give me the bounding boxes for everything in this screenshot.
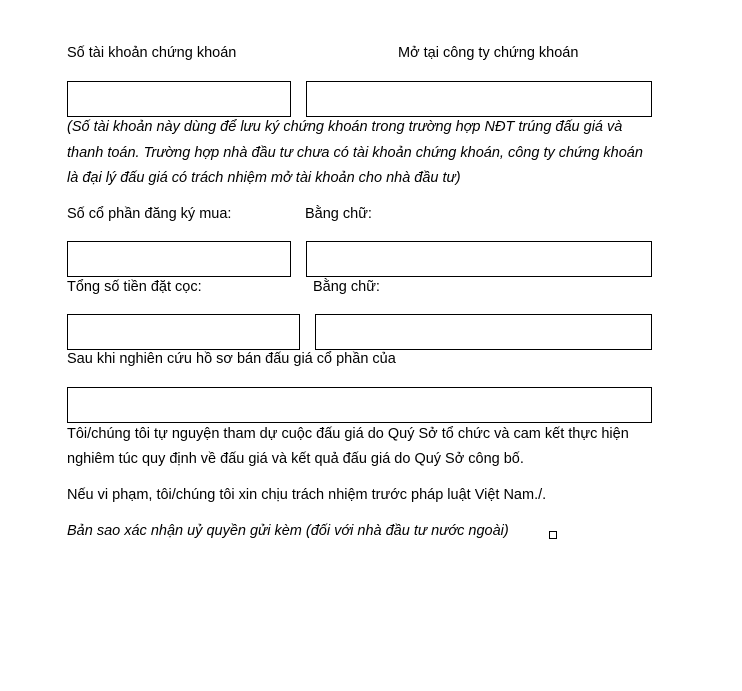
commitment-line-1: Tôi/chúng tôi tự nguyện tham dự cuộc đấu giá do Quý Sở tổ chức và cam kết thực hiện bbox=[67, 426, 629, 442]
deposit-label: Tổng số tiền đặt cọc: bbox=[67, 279, 202, 295]
deposit-input[interactable] bbox=[68, 315, 299, 349]
shares-field[interactable] bbox=[67, 241, 291, 277]
opened-at-label: Mở tại công ty chứng khoán bbox=[398, 45, 579, 61]
shares-label: Số cổ phần đăng ký mua: bbox=[67, 206, 232, 222]
deposit-words-input[interactable] bbox=[316, 315, 651, 349]
deposit-words-field[interactable] bbox=[315, 314, 652, 350]
account-number-label: Số tài khoản chứng khoán bbox=[67, 45, 237, 61]
account-note-line-1: (Số tài khoản này dùng để lưu ký chứng khoán trong trường hợp NĐT trúng đấu giá và bbox=[67, 119, 623, 135]
liability-statement: Nếu vi phạm, tôi/chúng tôi xin chịu trách nhiệm trước pháp luật Việt Nam./. bbox=[67, 487, 547, 503]
opened-at-input[interactable] bbox=[307, 82, 651, 116]
deposit-field[interactable] bbox=[67, 314, 300, 350]
account-note-line-2: thanh toán. Trường hợp nhà đầu tư chưa có tài khoản chứng khoán, công ty chứng khoán bbox=[67, 145, 643, 161]
account-number-input[interactable] bbox=[68, 82, 290, 116]
shares-words-field[interactable] bbox=[306, 241, 652, 277]
attachment-label: Bản sao xác nhận uỷ quyền gửi kèm (đối với nhà đầu tư nước ngoài) bbox=[67, 523, 509, 539]
commitment-line-2: nghiêm túc quy định về đấu giá và kết quả đấu giá do Quý Sở công bố. bbox=[67, 451, 524, 467]
company-input[interactable] bbox=[68, 388, 651, 422]
study-label: Sau khi nghiên cứu hồ sơ bán đấu giá cổ phần của bbox=[67, 351, 396, 367]
company-field[interactable] bbox=[67, 387, 652, 423]
shares-input[interactable] bbox=[68, 242, 290, 276]
shares-words-label: Bằng chữ: bbox=[305, 206, 372, 222]
deposit-words-label: Bằng chữ: bbox=[313, 279, 380, 295]
attachment-checkbox[interactable] bbox=[549, 531, 557, 539]
opened-at-field[interactable] bbox=[306, 81, 652, 117]
account-note-line-3: là đại lý đấu giá có trách nhiệm mở tài khoản cho nhà đầu tư) bbox=[67, 170, 461, 186]
account-number-field[interactable] bbox=[67, 81, 291, 117]
shares-words-input[interactable] bbox=[307, 242, 651, 276]
